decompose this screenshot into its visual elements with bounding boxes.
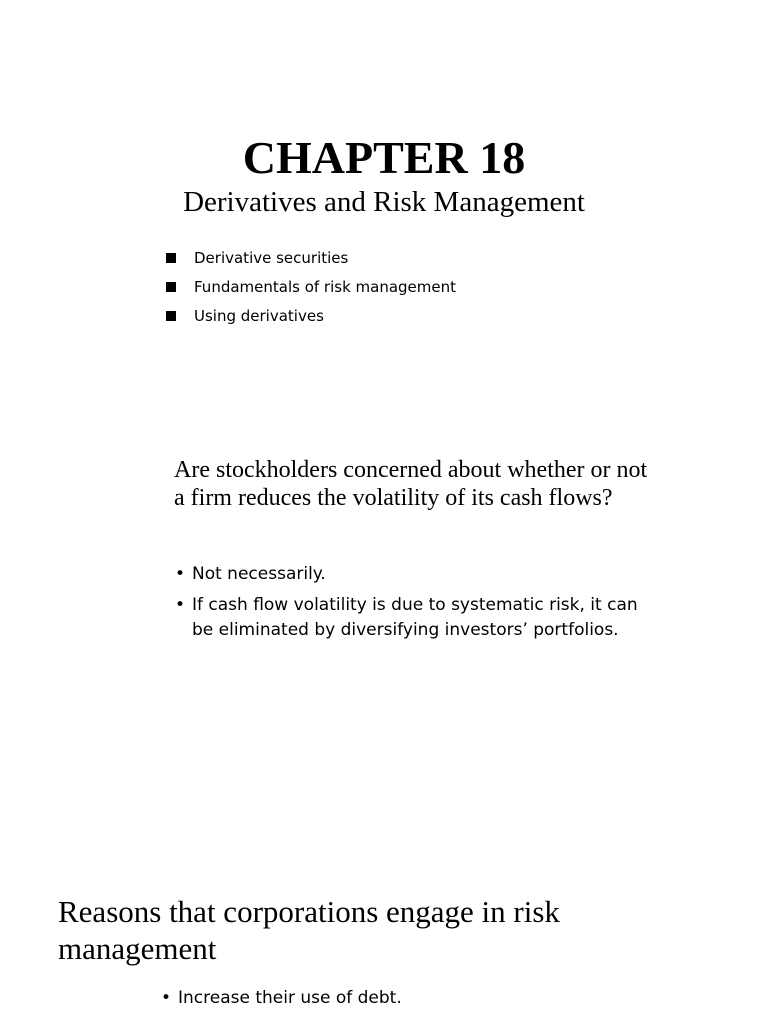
list-item-text: Not necessarily.: [192, 564, 326, 584]
reasons-bullet-list: [161, 986, 721, 1021]
slide-question-heading: Are stockholders concerned about whether or not a firm reduces the volatility of its cash flows?: [174, 457, 648, 511]
slide-heading: Reasons that corporations engage in risk management: [58, 894, 560, 966]
list-item-text: Increase their use of debt.: [178, 988, 402, 1008]
square-bullet-icon: [166, 311, 176, 321]
chapter-subtitle: Derivatives and Risk Management: [183, 186, 585, 218]
answer-bullet-list: [175, 562, 645, 649]
list-item-text: Derivative securities: [194, 249, 349, 267]
list-item: [175, 562, 645, 587]
list-item: [166, 304, 456, 333]
chapter-topics-list: [166, 246, 456, 333]
list-item-text: If cash flow volatility is due to systematic risk, it can be eliminated by diversifying investors’ portfolios.: [192, 595, 638, 640]
list-item: [175, 593, 645, 643]
bullet-dot-icon: •: [161, 988, 172, 1008]
list-item: [166, 275, 456, 304]
list-item-text: Fundamentals of risk management: [194, 278, 457, 296]
chapter-title: CHAPTER 18: [242, 132, 526, 183]
bullet-dot-icon: •: [175, 595, 186, 615]
list-item: [161, 986, 721, 1011]
square-bullet-icon: [166, 253, 176, 263]
square-bullet-icon: [166, 282, 176, 292]
list-item-text: Using derivatives: [194, 307, 324, 325]
list-item: [166, 246, 456, 275]
bullet-dot-icon: •: [175, 564, 186, 584]
